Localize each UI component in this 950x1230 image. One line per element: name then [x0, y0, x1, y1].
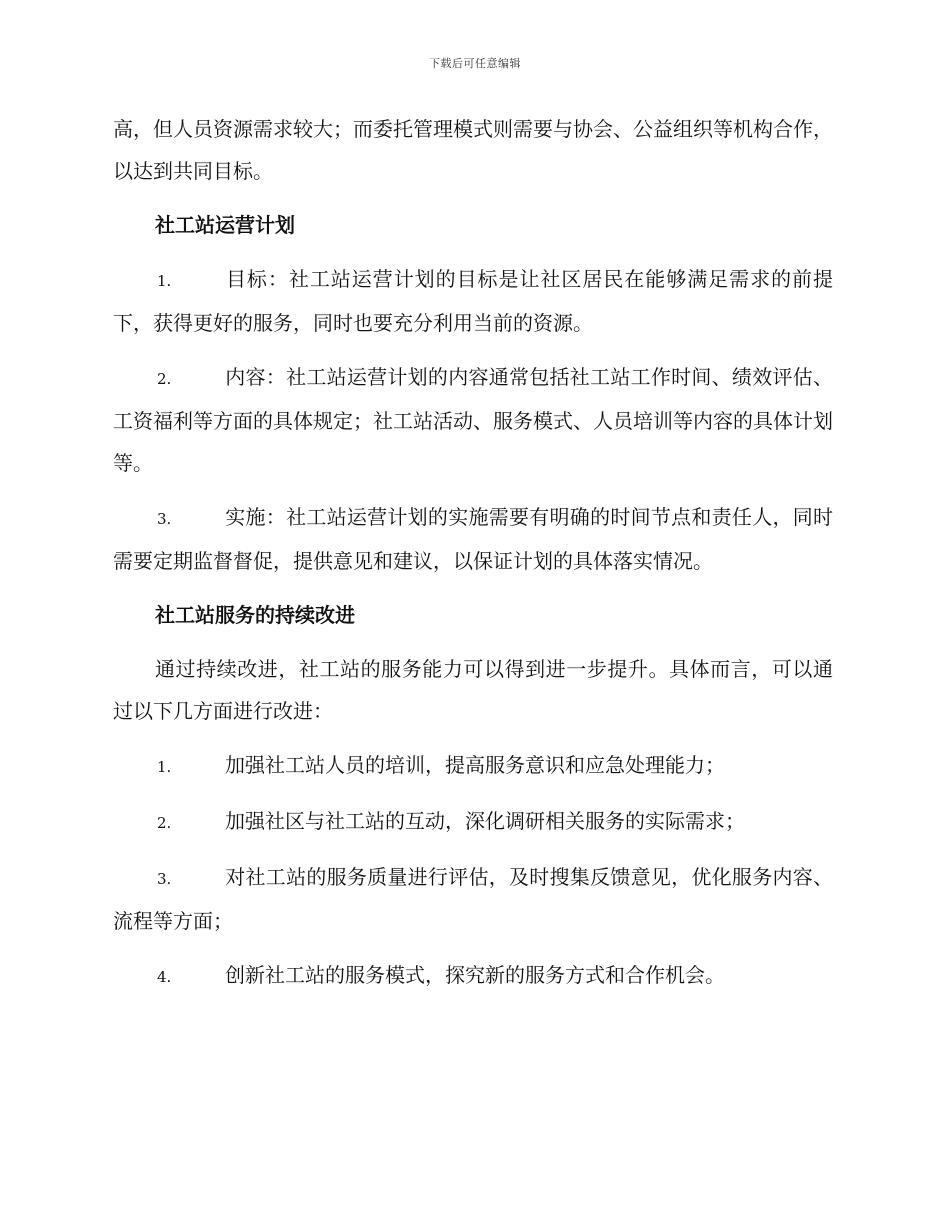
list-item-text: 对社工站的服务质量进行评估，及时搜集反馈意见，优化服务内容、流程等方面； — [113, 865, 833, 933]
list-item-text: 加强社区与社工站的互动，深化调研相关服务的实际需求； — [225, 809, 745, 833]
list-item-number: 1. — [157, 758, 172, 776]
section-heading-continuous-improvement: 社工站服务的持续改进 — [155, 603, 355, 627]
document-body — [113, 108, 833, 1010]
list-item — [113, 800, 833, 844]
header-note: 下载后可任意编辑 — [429, 57, 521, 70]
list-item — [113, 856, 833, 942]
list-item-text: 内容：社工站运营计划的内容通常包括社工站工作时间、绩效评估、工资福利等方面的具体规定；社工站活动、服务模式、人员培训等内容的具体计划等。 — [113, 365, 833, 475]
list-item — [113, 954, 833, 998]
paragraph-improvement-intro: 通过持续改进，社工站的服务能力可以得到进一步提升。具体而言，可以通过以下几方面进行改进： — [113, 657, 833, 723]
list-item-number: 3. — [157, 510, 172, 528]
list-item-text: 实施：社工站运营计划的实施需要有明确的时间节点和责任人，同时需要定期监督督促，提供意见和建议，以保证计划的具体落实情况。 — [113, 505, 833, 573]
list-item-number: 4. — [157, 968, 172, 986]
list-item — [113, 744, 833, 788]
paragraph-intro-continuation: 高，但人员资源需求较大；而委托管理模式则需要与协会、公益组织等机构合作，以达到共同目标。 — [113, 117, 833, 183]
list-item-number: 1. — [157, 272, 172, 290]
section-heading-operation-plan: 社工站运营计划 — [155, 213, 295, 237]
list-item-number: 2. — [157, 814, 172, 832]
list-item-text: 加强社工站人员的培训，提高服务意识和应急处理能力； — [225, 753, 725, 777]
list-item-text: 创新社工站的服务模式，探究新的服务方式和合作机会。 — [225, 963, 725, 987]
list-item — [113, 496, 833, 582]
list-item-number: 3. — [157, 870, 172, 888]
list-item-text: 目标：社工站运营计划的目标是让社区居民在能够满足需求的前提下，获得更好的服务，同时也要充分利用当前的资源。 — [113, 267, 833, 335]
list-item — [113, 356, 833, 484]
list-item-number: 2. — [157, 370, 172, 388]
list-item — [113, 258, 833, 344]
